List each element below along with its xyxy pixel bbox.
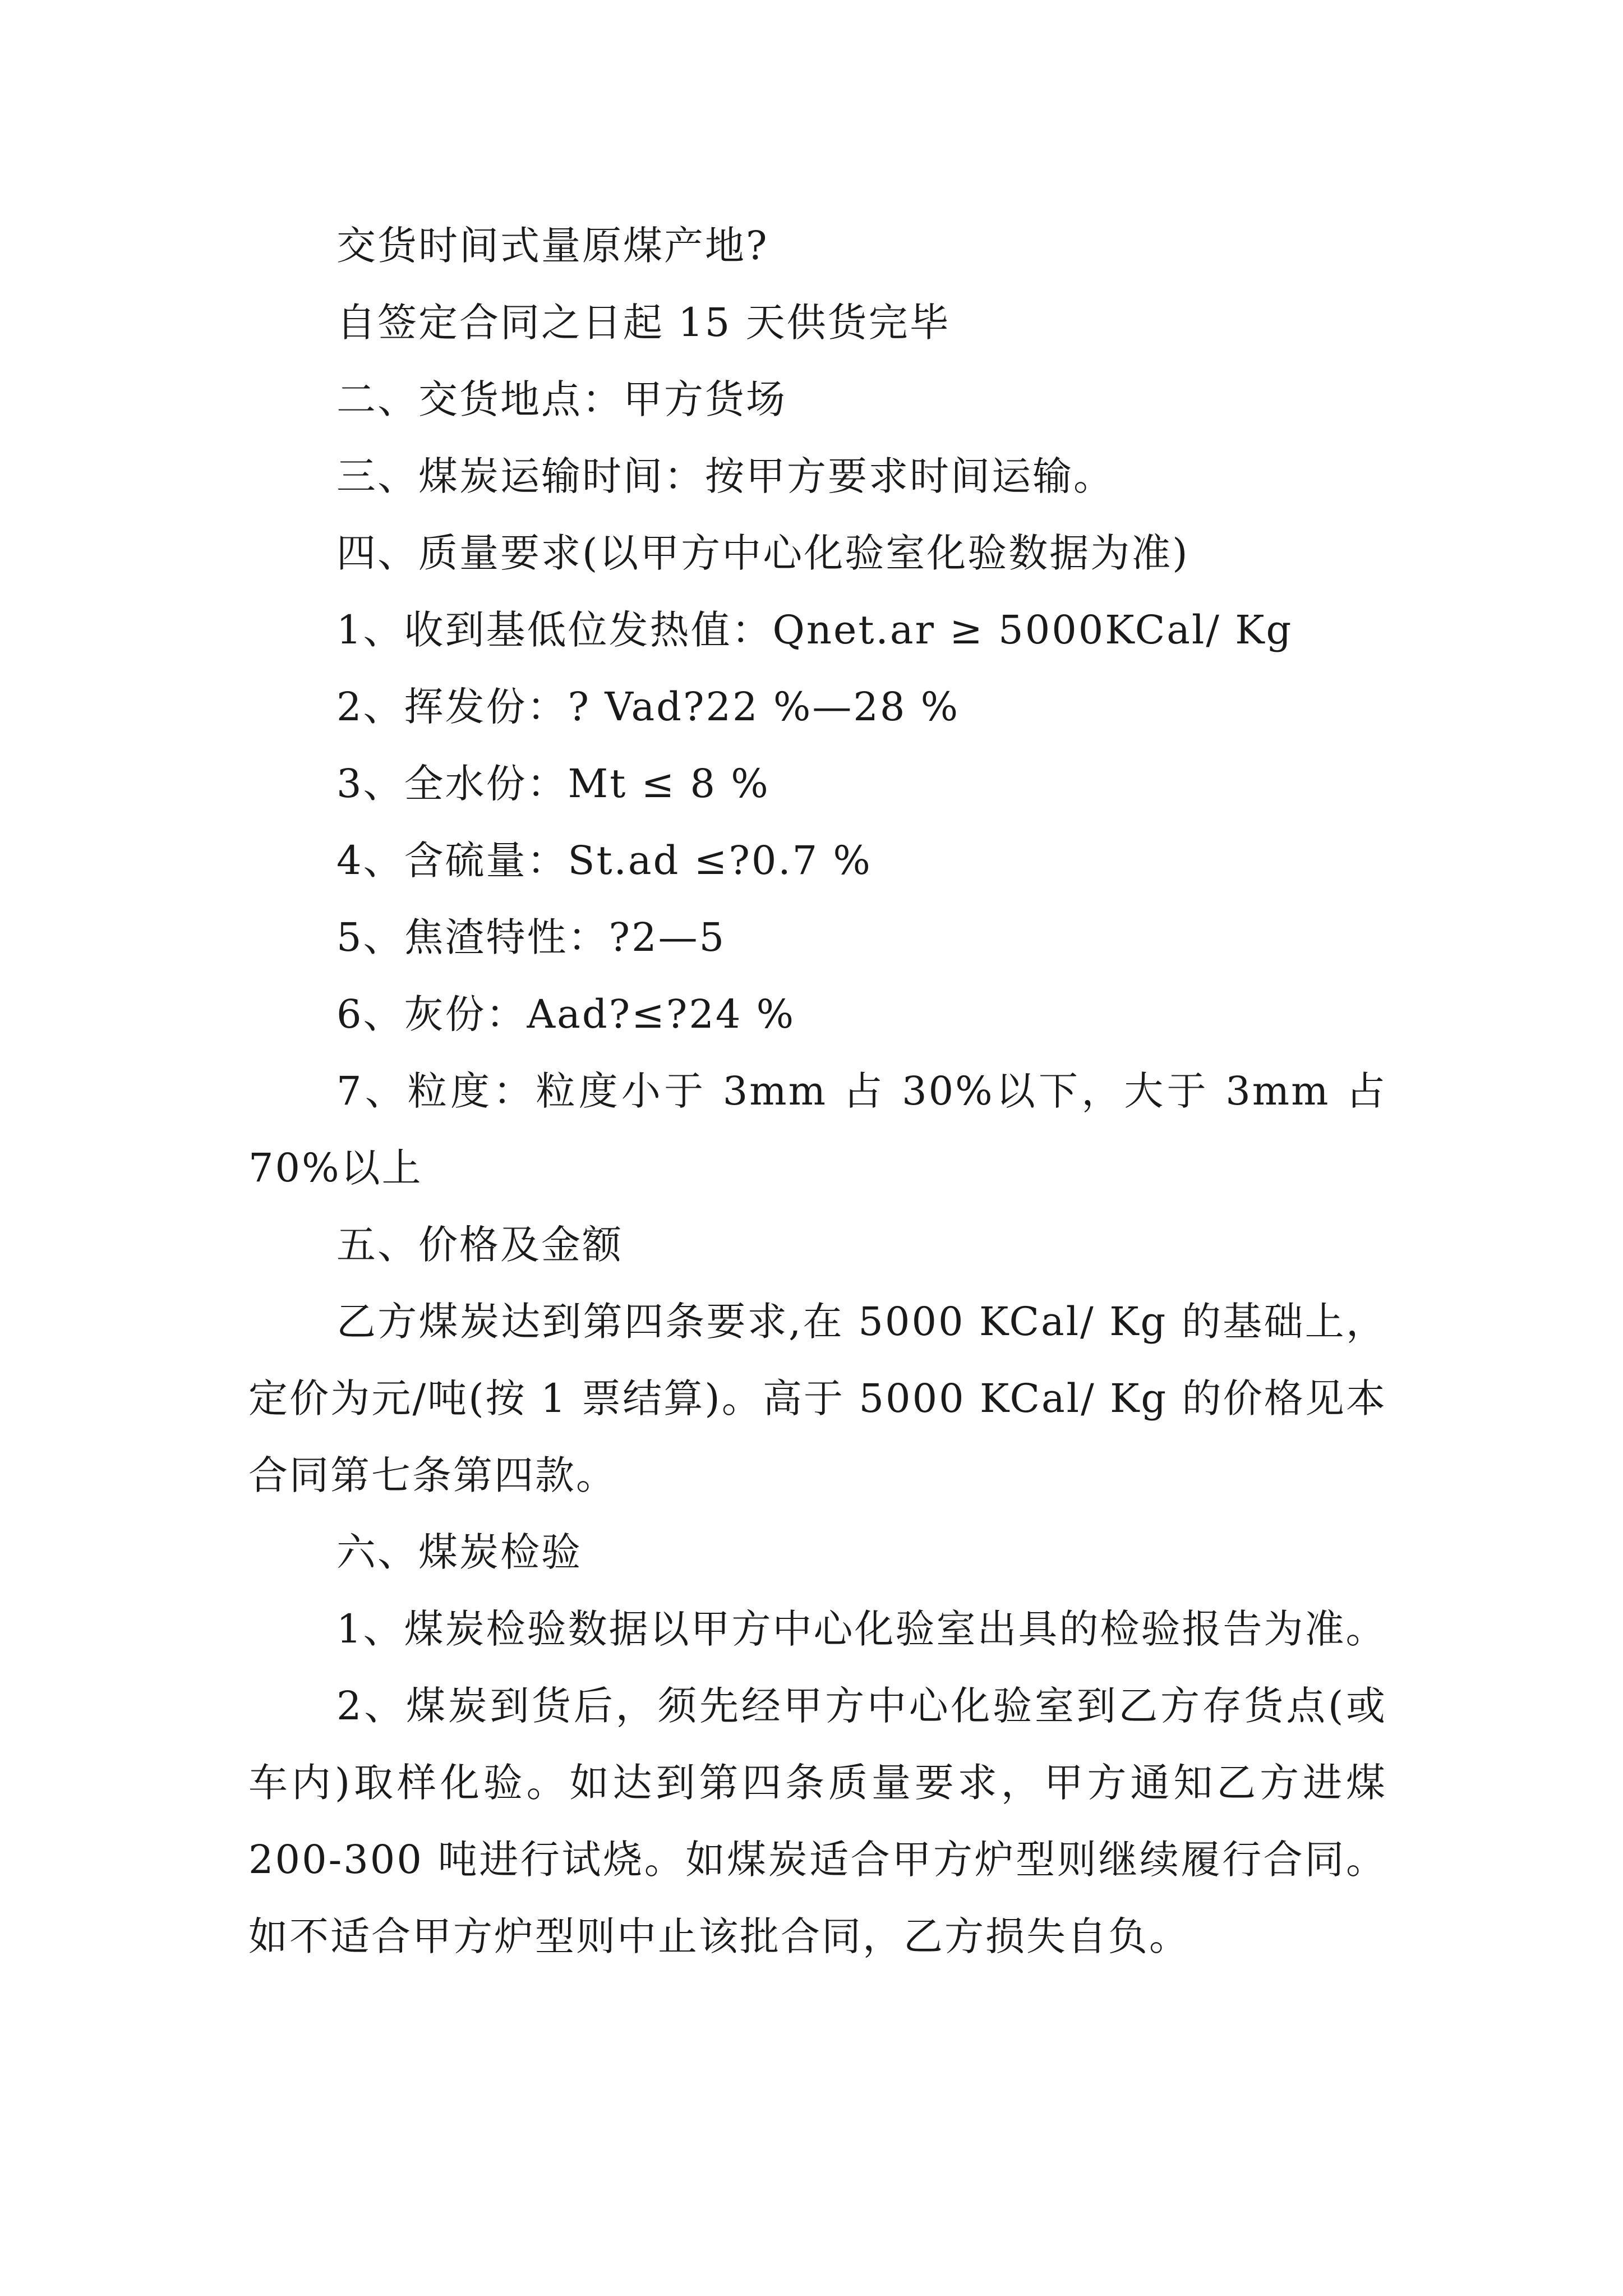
price-section-heading: 五、价格及金额 (336, 1222, 623, 1268)
inspection-section-heading: 六、煤炭检验 (336, 1529, 582, 1575)
delivery-period-text: 自签定合同之日起 15 天供货完毕 (336, 300, 951, 346)
quality-calorific-value: 1、收到基低位发热值：Qnet.ar ≥ 5000KCal/ Kg (336, 607, 1293, 653)
quality-requirements-heading: 四、质量要求(以甲方中心化验室化验数据为准) (336, 530, 1189, 576)
delivery-time-heading: 交货时间式量原煤产地? (336, 223, 769, 269)
quality-volatile-matter: 2、挥发份：? Vad?22 %—28 % (336, 684, 960, 730)
quality-total-moisture: 3、全水份：Mt ≤ 8 % (336, 761, 770, 807)
inspection-clause-2: 2、煤炭到货后，须先经甲方中心化验室到乙方存货点(或车内)取样化验。如达到第四条质量要求，甲方通知乙方进煤 200-300 吨进行试烧。如煤炭适合甲方炉型则继续履行合同。如不适合甲方炉型则中止该批合同，乙方损失自负。 (248, 1683, 1401, 1959)
quality-coke-residue: 5、焦渣特性：?2—5 (336, 914, 726, 960)
quality-ash-content: 6、灰份：Aad?≤?24 % (336, 991, 796, 1037)
transport-time-item: 三、煤炭运输时间：按甲方要求时间运输。 (336, 453, 1114, 499)
price-paragraph: 乙方煤炭达到第四条要求,在 5000 KCal/ Kg 的基础上，定价为元/吨(按 1 票结算)。高于 5000 KCal/ Kg 的价格见本合同第七条第四款。 (248, 1299, 1387, 1498)
quality-sulfur-content: 4、含硫量：St.ad ≤?0.7 % (336, 838, 872, 884)
document-body (248, 208, 1401, 1975)
delivery-location-item: 二、交货地点：甲方货场 (336, 376, 787, 422)
quality-granularity: 7、粒度：粒度小于 3mm 占 30%以下，大于 3mm 占 70%以上 (248, 1068, 1401, 1191)
inspection-clause-1: 1、煤炭检验数据以甲方中心化验室出具的检验报告为准。 (336, 1606, 1387, 1652)
